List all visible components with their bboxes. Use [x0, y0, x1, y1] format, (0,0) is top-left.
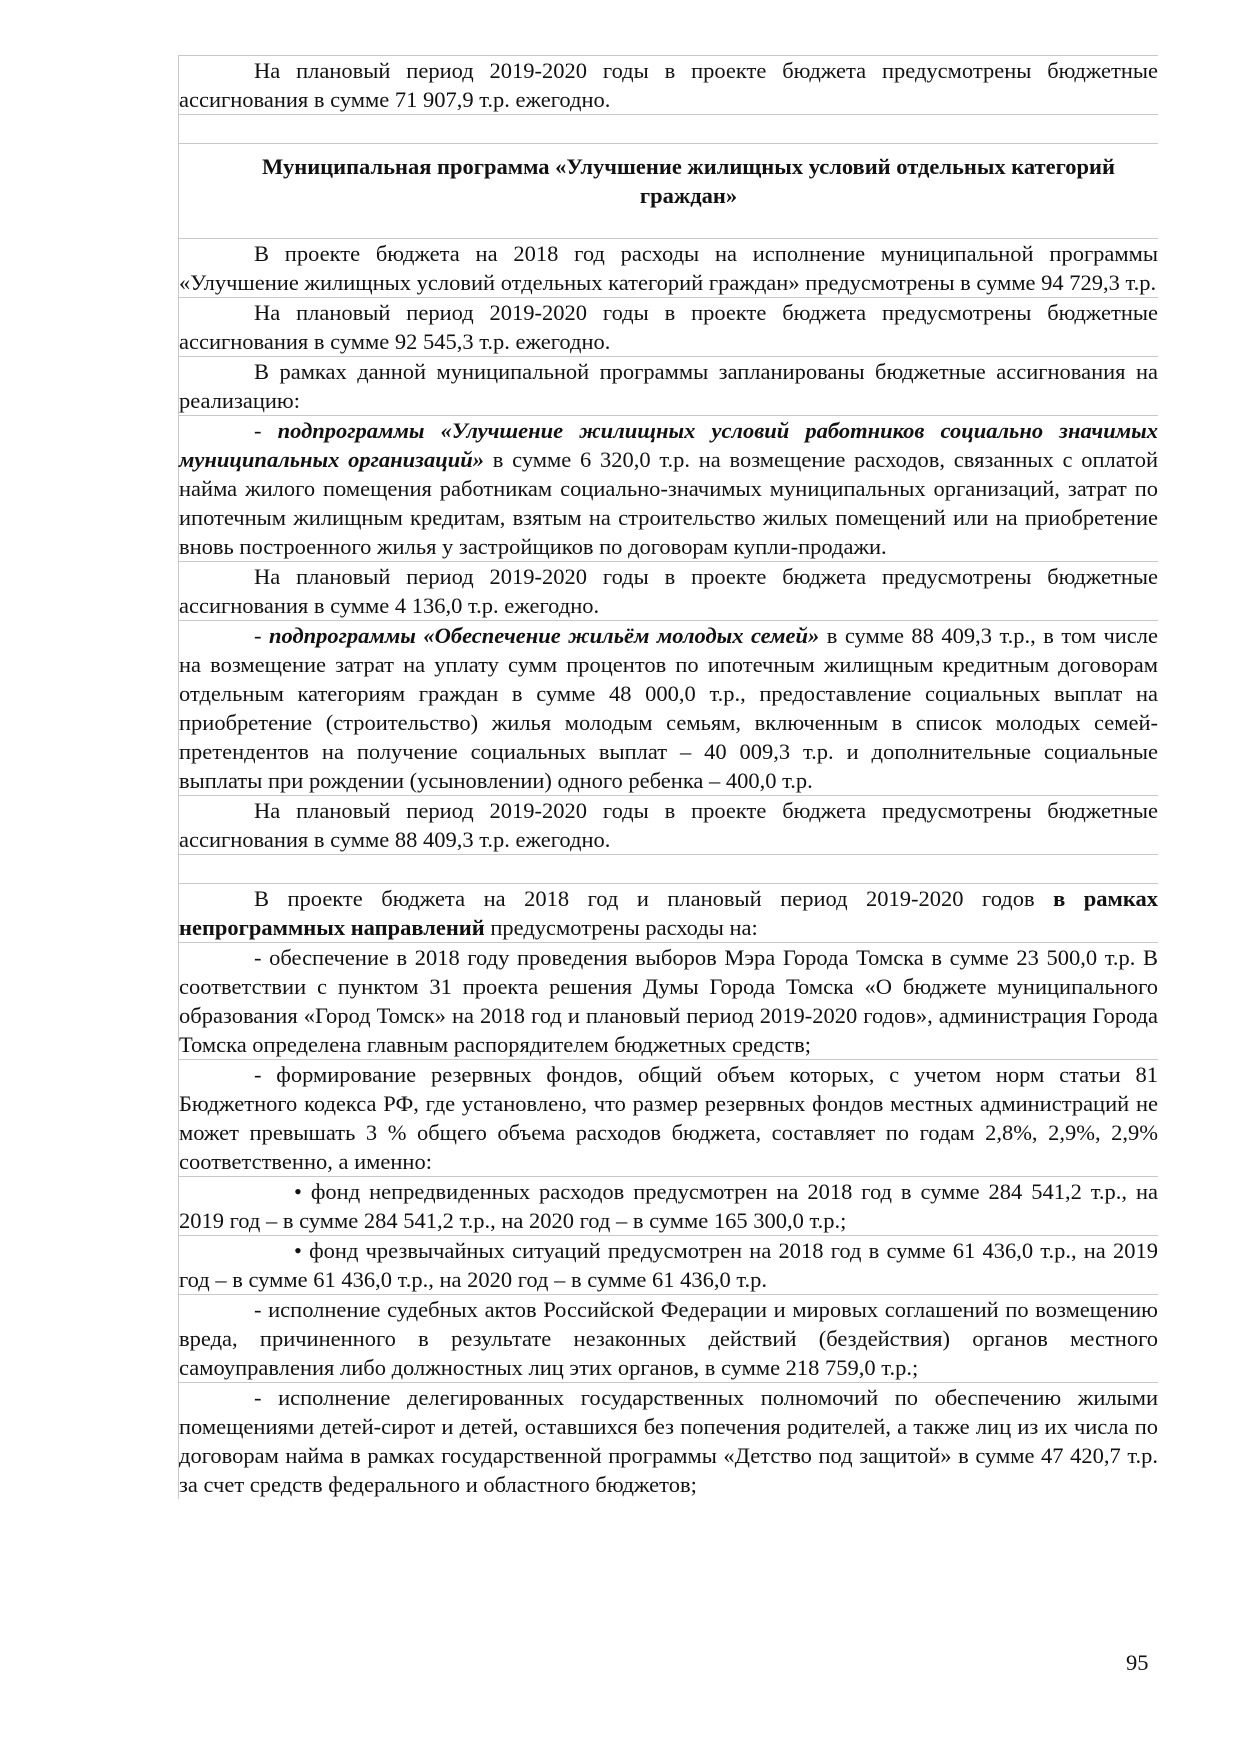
paragraph-block [178, 1294, 1158, 1382]
list-dash: - [254, 418, 278, 443]
paragraph: На плановый период 2019-2020 годы в проекте бюджета предусмотрены бюджетные ассигнования в сумме 92 545,3 т.р. ежегодно. [179, 300, 1158, 354]
paragraph-block [178, 356, 1158, 415]
paragraph [179, 621, 1158, 795]
document-page [178, 55, 1158, 1499]
spacer [178, 854, 1158, 883]
page-number: 95 [1126, 1650, 1149, 1675]
paragraph-text: в сумме 88 409,3 т.р., в том числе на возмещение затрат на уплату сумм процентов по ипотечным жилищным кредитным договорам отдельным категориям граждан в сумме 48 000,0 т.р., предоставление социальных выплат на приобретение (строительство) жилья молодым семьям, включенным в список молодых семей-претендентов на получение социальных выплат – 40 009,3 т.р. и дополнительные социальные выплаты при рождении (усыновлении) одного ребенка – 400,0 т.р. [179, 623, 1159, 793]
paragraph-block [178, 1176, 1158, 1235]
paragraph-text: предусмотрены расходы на: [484, 915, 758, 940]
bullet-text: фонд непредвиденных расходов предусмотрен на 2018 год в сумме 284 541,2 т.р., на 2019 год – в сумме 284 541,2 т.р., на 2020 год – в сумме 165 300,0 т.р.; [179, 1179, 1159, 1233]
paragraph [179, 416, 1158, 561]
spacer [178, 114, 1158, 143]
paragraph: В рамках данной муниципальной программы запланированы бюджетные ассигнования на реализацию: [179, 359, 1158, 413]
paragraph-block [178, 1059, 1158, 1176]
paragraph: На плановый период 2019-2020 годы в проекте бюджета предусмотрены бюджетные ассигнования в сумме 71 907,9 т.р. ежегодно. [179, 58, 1158, 112]
paragraph-block [178, 942, 1158, 1059]
paragraph-block [178, 883, 1158, 942]
list-dash: - [254, 623, 269, 648]
bullet-item [179, 1177, 1158, 1235]
paragraph-block [178, 561, 1158, 620]
bullet-icon: • [294, 1238, 302, 1263]
paragraph-block [178, 1382, 1158, 1499]
paragraph: - исполнение судебных актов Российской Федерации и мировых соглашений по возмещению вреда, причиненного в результате незаконных действий (бездействия) органов местного самоуправления либо должностных лиц этих органов, в сумме 218 759,0 т.р.; [179, 1297, 1158, 1380]
paragraph: - формирование резервных фондов, общий объем которых, с учетом норм статьи 81 Бюджетного кодекса РФ, где установлено, что размер резервных фондов местных администраций не может превышать 3 % общего объема расходов бюджета, составляет по годам 2,8%, 2,9%, 2,9% соответственно, а именно: [179, 1062, 1158, 1174]
paragraph-block [178, 55, 1158, 114]
section-heading: Муниципальная программа «Улучшение жилищных условий отдельных категорий граждан» [178, 143, 1158, 216]
bullet-text: фонд чрезвычайных ситуаций предусмотрен на 2018 год в сумме 61 436,0 т.р., на 2019 год – в сумме 61 436,0 т.р., на 2020 год – в сумме 61 436,0 т.р. [179, 1238, 1158, 1292]
paragraph [179, 884, 1158, 942]
paragraph: - исполнение делегированных государственных полномочий по обеспечению жилыми помещениями детей-сирот и детей, оставшихся без попечения родителей, а также лиц из их числа по договорам найма в рамках государственной программы «Детство под защитой» в сумме 47 420,7 т.р. за счет средств федерального и областного бюджетов; [179, 1385, 1158, 1497]
paragraph: На плановый период 2019-2020 годы в проекте бюджета предусмотрены бюджетные ассигнования в сумме 88 409,3 т.р. ежегодно. [179, 798, 1158, 852]
bullet-icon: • [294, 1179, 302, 1204]
paragraph: В проекте бюджета на 2018 год расходы на исполнение муниципальной программы «Улучшение жилищных условий отдельных категорий граждан» предусмотрены в сумме 94 729,3 т.р. [179, 241, 1158, 295]
paragraph-block [178, 297, 1158, 356]
paragraph-block [178, 415, 1158, 561]
paragraph-block [178, 1235, 1158, 1294]
subprogram-title: подпрограммы «Обеспечение жильём молодых семей» [268, 623, 820, 648]
paragraph: На плановый период 2019-2020 годы в проекте бюджета предусмотрены бюджетные ассигнования в сумме 4 136,0 т.р. ежегодно. [179, 564, 1158, 618]
paragraph-text: В проекте бюджета на 2018 год и плановый период 2019-2020 годов [254, 886, 1054, 911]
emphasis-text: в рамках непрограммных направлений [179, 886, 1158, 940]
bullet-item [179, 1236, 1158, 1294]
spacer [178, 216, 1158, 238]
subprogram-title: подпрограммы «Улучшение жилищных условий работников социально значимых муниципальных организаций» [179, 418, 1159, 472]
paragraph: - обеспечение в 2018 году проведения выборов Мэра Города Томска в сумме 23 500,0 т.р. В соответствии с пунктом 31 проекта решения Думы Города Томска «О бюджете муниципального образования «Город Томск» на 2018 год и плановый период 2019-2020 годов», администрация Города Томска определена главным распорядителем бюджетных средств; [179, 945, 1158, 1057]
paragraph-block [178, 620, 1158, 795]
paragraph-text: в сумме 6 320,0 т.р. на возмещение расходов, связанных с оплатой найма жилого помещения работникам социально-значимых муниципальных организаций, затрат по ипотечным жилищным кредитам, взятым на строительство жилых помещений или на приобретение вновь построенного жилья у застройщиков по договорам купли-продажи. [179, 447, 1158, 559]
paragraph-block [178, 795, 1158, 854]
paragraph-block [178, 238, 1158, 297]
